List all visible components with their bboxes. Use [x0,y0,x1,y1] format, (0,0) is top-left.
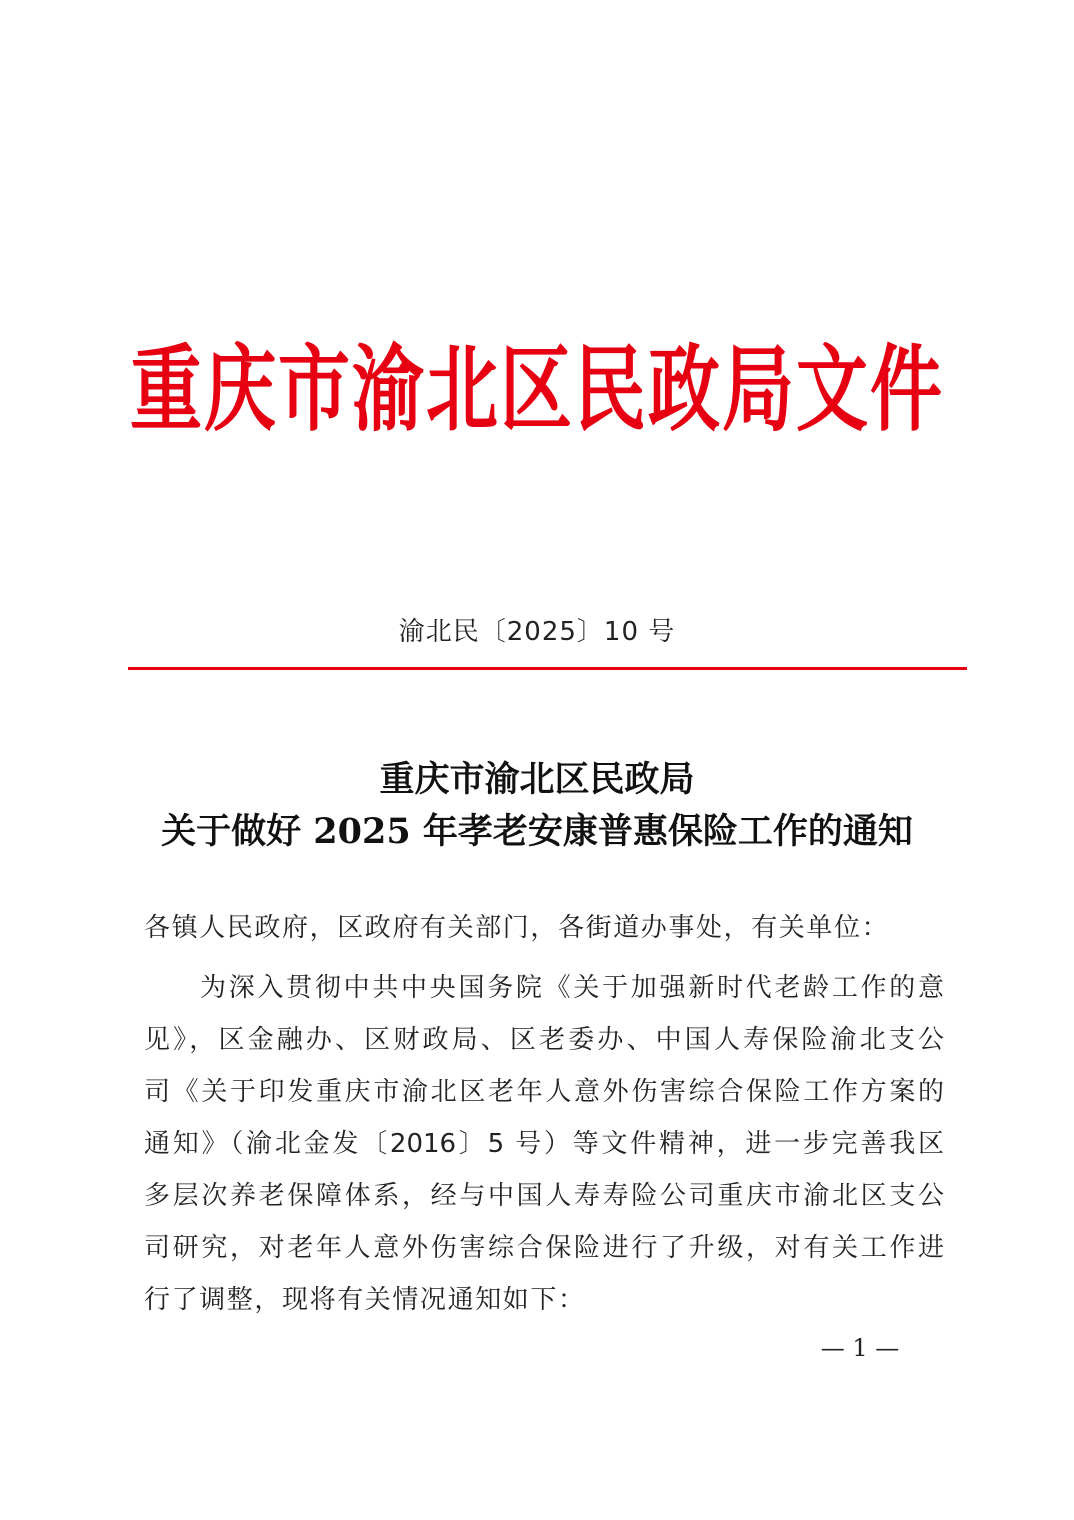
red-divider [128,667,967,670]
body-line: 司《关于印发重庆市渝北区老年人意外伤害综合保险工作方案的 [144,1077,944,1107]
document-number: 渝北民〔2025〕10 号 [398,617,676,647]
body-line: 通知》（渝北金发〔2016〕5 号）等文件精神，进一步完善我区 [144,1129,944,1159]
page-number: — 1 — [820,1334,900,1362]
body-line: 多层次养老保障体系，经与中国人寿寿险公司重庆市渝北区支公 [144,1181,944,1211]
salutation: 各镇人民政府，区政府有关部门，各街道办事处，有关单位： [144,913,890,943]
body-line: 见》，区金融办、区财政局、区老委办、中国人寿保险渝北支公 [144,1025,944,1055]
body-line: 为深入贯彻中共中央国务院《关于加强新时代老龄工作的意 [200,973,944,1003]
title-line-2: 关于做好 2025 年孝老安康普惠保险工作的通知 [161,811,913,852]
body-line: 行了调整，现将有关情况通知如下： [144,1285,586,1315]
body-line: 司研究，对老年人意外伤害综合保险进行了升级，对有关工作进 [144,1233,944,1263]
issuer-header: 重庆市渝北区民政局文件 [129,333,944,445]
title-line-1: 重庆市渝北区民政局 [379,759,695,800]
body-paragraph [144,962,944,1326]
document-title [0,754,1074,858]
